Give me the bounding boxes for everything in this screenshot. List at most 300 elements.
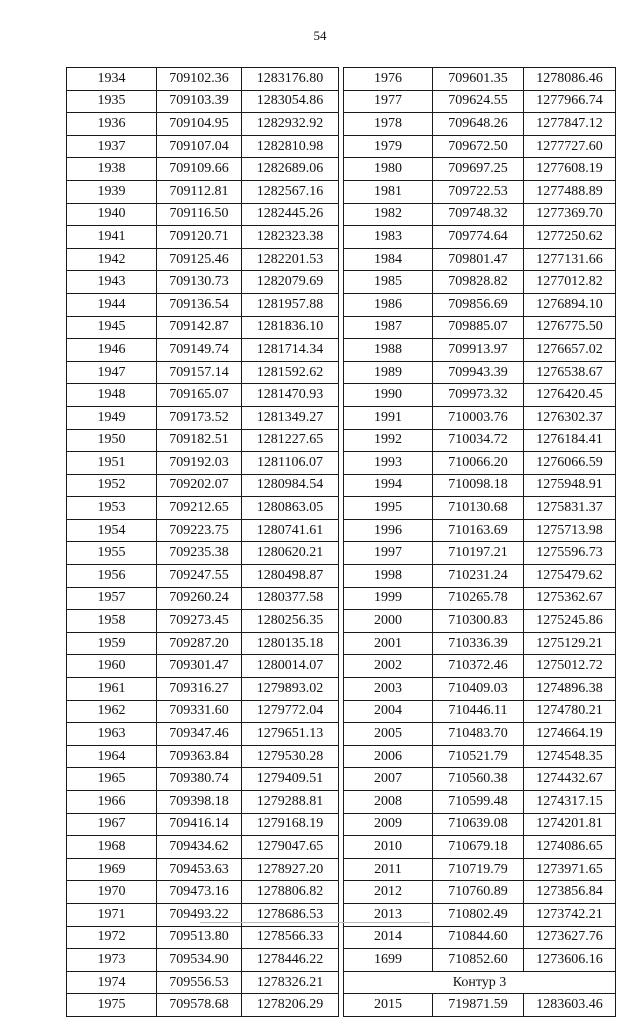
point-number-cell: 1991 bbox=[344, 406, 433, 429]
x-coordinate-cell: 709107.04 bbox=[157, 135, 242, 158]
table-row bbox=[67, 610, 339, 633]
table-row bbox=[67, 745, 339, 768]
point-number-cell: 2014 bbox=[344, 926, 433, 949]
x-coordinate-cell: 709913.97 bbox=[433, 339, 524, 362]
x-coordinate-cell: 709173.52 bbox=[157, 406, 242, 429]
x-coordinate-cell: 710066.20 bbox=[433, 452, 524, 475]
table-row bbox=[344, 497, 616, 520]
table-row bbox=[344, 745, 616, 768]
x-coordinate-cell: 719871.59 bbox=[433, 994, 524, 1017]
x-coordinate-cell: 709493.22 bbox=[157, 903, 242, 926]
y-coordinate-cell: 1277727.60 bbox=[524, 135, 616, 158]
table-row bbox=[344, 226, 616, 249]
x-coordinate-cell: 709287.20 bbox=[157, 632, 242, 655]
table-row bbox=[67, 881, 339, 904]
point-number-cell: 1978 bbox=[344, 113, 433, 136]
x-coordinate-cell: 710760.89 bbox=[433, 881, 524, 904]
x-coordinate-cell: 710446.11 bbox=[433, 700, 524, 723]
table-row bbox=[67, 384, 339, 407]
table-row bbox=[67, 497, 339, 520]
table-row bbox=[344, 678, 616, 701]
x-coordinate-cell: 709130.73 bbox=[157, 271, 242, 294]
y-coordinate-cell: 1278206.29 bbox=[242, 994, 339, 1017]
y-coordinate-cell: 1274086.65 bbox=[524, 836, 616, 859]
x-coordinate-cell: 710852.60 bbox=[433, 949, 524, 972]
point-number-cell: 1946 bbox=[67, 339, 157, 362]
point-number-cell: 1934 bbox=[67, 68, 157, 91]
y-coordinate-cell: 1274664.19 bbox=[524, 723, 616, 746]
y-coordinate-cell: 1273627.76 bbox=[524, 926, 616, 949]
y-coordinate-cell: 1276420.45 bbox=[524, 384, 616, 407]
y-coordinate-cell: 1278566.33 bbox=[242, 926, 339, 949]
x-coordinate-cell: 709697.25 bbox=[433, 158, 524, 181]
y-coordinate-cell: 1274780.21 bbox=[524, 700, 616, 723]
x-coordinate-cell: 709125.46 bbox=[157, 248, 242, 271]
x-coordinate-cell: 710599.48 bbox=[433, 791, 524, 814]
table-row bbox=[67, 723, 339, 746]
y-coordinate-cell: 1276538.67 bbox=[524, 361, 616, 384]
x-coordinate-cell: 709212.65 bbox=[157, 497, 242, 520]
x-coordinate-cell: 709109.66 bbox=[157, 158, 242, 181]
point-number-cell: 2011 bbox=[344, 858, 433, 881]
table-row bbox=[344, 248, 616, 271]
y-coordinate-cell: 1275245.86 bbox=[524, 610, 616, 633]
point-number-cell: 1984 bbox=[344, 248, 433, 271]
x-coordinate-cell: 710409.03 bbox=[433, 678, 524, 701]
table-row bbox=[67, 113, 339, 136]
point-number-cell: 2010 bbox=[344, 836, 433, 859]
point-number-cell: 2004 bbox=[344, 700, 433, 723]
point-number-cell: 1963 bbox=[67, 723, 157, 746]
table-row bbox=[67, 452, 339, 475]
x-coordinate-cell: 709398.18 bbox=[157, 791, 242, 814]
table-row bbox=[344, 723, 616, 746]
y-coordinate-cell: 1277847.12 bbox=[524, 113, 616, 136]
point-number-cell: 1985 bbox=[344, 271, 433, 294]
point-number-cell: 2001 bbox=[344, 632, 433, 655]
point-number-cell: 1947 bbox=[67, 361, 157, 384]
point-number-cell: 1941 bbox=[67, 226, 157, 249]
y-coordinate-cell: 1278446.22 bbox=[242, 949, 339, 972]
table-row bbox=[344, 881, 616, 904]
x-coordinate-cell: 710003.76 bbox=[433, 406, 524, 429]
table-row bbox=[67, 180, 339, 203]
table-row bbox=[344, 632, 616, 655]
point-number-cell: 1996 bbox=[344, 519, 433, 542]
x-coordinate-cell: 710372.46 bbox=[433, 655, 524, 678]
point-number-cell: 1954 bbox=[67, 519, 157, 542]
x-coordinate-cell: 710034.72 bbox=[433, 429, 524, 452]
y-coordinate-cell: 1280135.18 bbox=[242, 632, 339, 655]
table-row bbox=[344, 361, 616, 384]
y-coordinate-cell: 1279651.13 bbox=[242, 723, 339, 746]
x-coordinate-cell: 709120.71 bbox=[157, 226, 242, 249]
table-row bbox=[67, 994, 339, 1017]
x-coordinate-cell: 709103.39 bbox=[157, 90, 242, 113]
y-coordinate-cell: 1274317.15 bbox=[524, 791, 616, 814]
x-coordinate-cell: 709828.82 bbox=[433, 271, 524, 294]
y-coordinate-cell: 1282810.98 bbox=[242, 135, 339, 158]
y-coordinate-cell: 1275948.91 bbox=[524, 474, 616, 497]
x-coordinate-cell: 709112.81 bbox=[157, 180, 242, 203]
y-coordinate-cell: 1279893.02 bbox=[242, 678, 339, 701]
y-coordinate-cell: 1279288.81 bbox=[242, 791, 339, 814]
x-coordinate-cell: 710197.21 bbox=[433, 542, 524, 565]
x-coordinate-cell: 710802.49 bbox=[433, 903, 524, 926]
point-number-cell: 1972 bbox=[67, 926, 157, 949]
table-row bbox=[67, 361, 339, 384]
y-coordinate-cell: 1277608.19 bbox=[524, 158, 616, 181]
x-coordinate-cell: 709856.69 bbox=[433, 293, 524, 316]
y-coordinate-cell: 1280984.54 bbox=[242, 474, 339, 497]
point-number-cell: 1959 bbox=[67, 632, 157, 655]
table-row bbox=[344, 791, 616, 814]
table-row bbox=[344, 113, 616, 136]
point-number-cell: 1936 bbox=[67, 113, 157, 136]
x-coordinate-cell: 709473.16 bbox=[157, 881, 242, 904]
point-number-cell: 1968 bbox=[67, 836, 157, 859]
x-coordinate-cell: 709102.36 bbox=[157, 68, 242, 91]
point-number-cell: 2009 bbox=[344, 813, 433, 836]
x-coordinate-cell: 709624.55 bbox=[433, 90, 524, 113]
point-number-cell: 1981 bbox=[344, 180, 433, 203]
x-coordinate-cell: 709273.45 bbox=[157, 610, 242, 633]
x-coordinate-cell: 709578.68 bbox=[157, 994, 242, 1017]
y-coordinate-cell: 1282323.38 bbox=[242, 226, 339, 249]
point-number-cell: 1956 bbox=[67, 565, 157, 588]
table-row bbox=[67, 791, 339, 814]
y-coordinate-cell: 1281592.62 bbox=[242, 361, 339, 384]
x-coordinate-cell: 709648.26 bbox=[433, 113, 524, 136]
x-coordinate-cell: 709331.60 bbox=[157, 700, 242, 723]
table-row bbox=[67, 858, 339, 881]
x-coordinate-cell: 710521.79 bbox=[433, 745, 524, 768]
table-row bbox=[344, 610, 616, 633]
y-coordinate-cell: 1277488.89 bbox=[524, 180, 616, 203]
table-row bbox=[67, 339, 339, 362]
point-number-cell: 1958 bbox=[67, 610, 157, 633]
y-coordinate-cell: 1279530.28 bbox=[242, 745, 339, 768]
point-number-cell: 1955 bbox=[67, 542, 157, 565]
y-coordinate-cell: 1275713.98 bbox=[524, 519, 616, 542]
x-coordinate-cell: 710163.69 bbox=[433, 519, 524, 542]
x-coordinate-cell: 709260.24 bbox=[157, 587, 242, 610]
table-row bbox=[344, 180, 616, 203]
table-row bbox=[67, 90, 339, 113]
table-row bbox=[67, 949, 339, 972]
x-coordinate-cell: 710560.38 bbox=[433, 768, 524, 791]
x-coordinate-cell: 709116.50 bbox=[157, 203, 242, 226]
y-coordinate-cell: 1280377.58 bbox=[242, 587, 339, 610]
x-coordinate-cell: 709363.84 bbox=[157, 745, 242, 768]
x-coordinate-cell: 709774.64 bbox=[433, 226, 524, 249]
table-row bbox=[67, 68, 339, 91]
y-coordinate-cell: 1281714.34 bbox=[242, 339, 339, 362]
footer-divider bbox=[200, 922, 430, 923]
point-number-cell: 1975 bbox=[67, 994, 157, 1017]
table-row bbox=[67, 271, 339, 294]
y-coordinate-cell: 1277250.62 bbox=[524, 226, 616, 249]
y-coordinate-cell: 1276066.59 bbox=[524, 452, 616, 475]
y-coordinate-cell: 1276302.37 bbox=[524, 406, 616, 429]
y-coordinate-cell: 1280620.21 bbox=[242, 542, 339, 565]
y-coordinate-cell: 1280256.35 bbox=[242, 610, 339, 633]
table-row bbox=[344, 429, 616, 452]
y-coordinate-cell: 1280498.87 bbox=[242, 565, 339, 588]
table-row bbox=[344, 406, 616, 429]
y-coordinate-cell: 1277966.74 bbox=[524, 90, 616, 113]
point-number-cell: 1940 bbox=[67, 203, 157, 226]
x-coordinate-cell: 709347.46 bbox=[157, 723, 242, 746]
y-coordinate-cell: 1281106.07 bbox=[242, 452, 339, 475]
table-row bbox=[344, 768, 616, 791]
y-coordinate-cell: 1273606.16 bbox=[524, 949, 616, 972]
point-number-cell: 2013 bbox=[344, 903, 433, 926]
y-coordinate-cell: 1277012.82 bbox=[524, 271, 616, 294]
point-number-cell: 2008 bbox=[344, 791, 433, 814]
x-coordinate-cell: 709192.03 bbox=[157, 452, 242, 475]
y-coordinate-cell: 1280741.61 bbox=[242, 519, 339, 542]
table-row bbox=[344, 949, 616, 972]
table-row bbox=[344, 700, 616, 723]
point-number-cell: 1983 bbox=[344, 226, 433, 249]
y-coordinate-cell: 1280014.07 bbox=[242, 655, 339, 678]
table-row bbox=[67, 700, 339, 723]
table-row bbox=[344, 542, 616, 565]
point-number-cell: 1971 bbox=[67, 903, 157, 926]
x-coordinate-cell: 709672.50 bbox=[433, 135, 524, 158]
table-row bbox=[344, 836, 616, 859]
x-coordinate-cell: 709235.38 bbox=[157, 542, 242, 565]
point-number-cell: 2012 bbox=[344, 881, 433, 904]
point-number-cell: 2006 bbox=[344, 745, 433, 768]
y-coordinate-cell: 1275362.67 bbox=[524, 587, 616, 610]
x-coordinate-cell: 709556.53 bbox=[157, 971, 242, 994]
x-coordinate-cell: 709104.95 bbox=[157, 113, 242, 136]
contour-heading: Контур 3 bbox=[344, 971, 616, 994]
y-coordinate-cell: 1279168.19 bbox=[242, 813, 339, 836]
point-number-cell: 1943 bbox=[67, 271, 157, 294]
table-row bbox=[67, 971, 339, 994]
table-row bbox=[344, 587, 616, 610]
point-number-cell: 2015 bbox=[344, 994, 433, 1017]
table-row bbox=[344, 316, 616, 339]
y-coordinate-cell: 1275831.37 bbox=[524, 497, 616, 520]
x-coordinate-cell: 710130.68 bbox=[433, 497, 524, 520]
point-number-cell: 1973 bbox=[67, 949, 157, 972]
x-coordinate-cell: 710231.24 bbox=[433, 565, 524, 588]
point-number-cell: 2000 bbox=[344, 610, 433, 633]
y-coordinate-cell: 1282079.69 bbox=[242, 271, 339, 294]
point-number-cell: 1942 bbox=[67, 248, 157, 271]
table-row bbox=[67, 293, 339, 316]
x-coordinate-cell: 710719.79 bbox=[433, 858, 524, 881]
x-coordinate-cell: 709416.14 bbox=[157, 813, 242, 836]
table-row bbox=[67, 406, 339, 429]
x-coordinate-cell: 709247.55 bbox=[157, 565, 242, 588]
x-coordinate-cell: 709722.53 bbox=[433, 180, 524, 203]
table-row bbox=[67, 474, 339, 497]
y-coordinate-cell: 1278326.21 bbox=[242, 971, 339, 994]
table-row bbox=[67, 158, 339, 181]
y-coordinate-cell: 1282201.53 bbox=[242, 248, 339, 271]
y-coordinate-cell: 1281836.10 bbox=[242, 316, 339, 339]
y-coordinate-cell: 1273742.21 bbox=[524, 903, 616, 926]
y-coordinate-cell: 1273971.65 bbox=[524, 858, 616, 881]
y-coordinate-cell: 1277369.70 bbox=[524, 203, 616, 226]
y-coordinate-cell: 1281349.27 bbox=[242, 406, 339, 429]
table-row bbox=[344, 452, 616, 475]
point-number-cell: 1948 bbox=[67, 384, 157, 407]
table-row bbox=[67, 203, 339, 226]
table-row bbox=[67, 678, 339, 701]
x-coordinate-cell: 709973.32 bbox=[433, 384, 524, 407]
y-coordinate-cell: 1283176.80 bbox=[242, 68, 339, 91]
table-row bbox=[67, 248, 339, 271]
x-coordinate-cell: 709534.90 bbox=[157, 949, 242, 972]
x-coordinate-cell: 710098.18 bbox=[433, 474, 524, 497]
y-coordinate-cell: 1276894.10 bbox=[524, 293, 616, 316]
y-coordinate-cell: 1274896.38 bbox=[524, 678, 616, 701]
point-number-cell: 1699 bbox=[344, 949, 433, 972]
x-coordinate-cell: 710336.39 bbox=[433, 632, 524, 655]
x-coordinate-cell: 709149.74 bbox=[157, 339, 242, 362]
table-row bbox=[344, 203, 616, 226]
table-row bbox=[344, 519, 616, 542]
table-row bbox=[344, 271, 616, 294]
table-row bbox=[67, 429, 339, 452]
table-row bbox=[67, 226, 339, 249]
point-number-cell: 1986 bbox=[344, 293, 433, 316]
table-row bbox=[344, 293, 616, 316]
point-number-cell: 1966 bbox=[67, 791, 157, 814]
x-coordinate-cell: 709453.63 bbox=[157, 858, 242, 881]
y-coordinate-cell: 1276657.02 bbox=[524, 339, 616, 362]
point-number-cell: 1998 bbox=[344, 565, 433, 588]
x-coordinate-cell: 710300.83 bbox=[433, 610, 524, 633]
point-number-cell: 2005 bbox=[344, 723, 433, 746]
point-number-cell: 1979 bbox=[344, 135, 433, 158]
y-coordinate-cell: 1274432.67 bbox=[524, 768, 616, 791]
y-coordinate-cell: 1281957.88 bbox=[242, 293, 339, 316]
point-number-cell: 2007 bbox=[344, 768, 433, 791]
x-coordinate-cell: 709748.32 bbox=[433, 203, 524, 226]
point-number-cell: 1950 bbox=[67, 429, 157, 452]
y-coordinate-cell: 1274548.35 bbox=[524, 745, 616, 768]
point-number-cell: 1949 bbox=[67, 406, 157, 429]
point-number-cell: 1960 bbox=[67, 655, 157, 678]
y-coordinate-cell: 1278806.82 bbox=[242, 881, 339, 904]
point-number-cell: 1961 bbox=[67, 678, 157, 701]
table-row bbox=[344, 384, 616, 407]
x-coordinate-cell: 709601.35 bbox=[433, 68, 524, 91]
table-row bbox=[67, 565, 339, 588]
x-coordinate-cell: 710639.08 bbox=[433, 813, 524, 836]
x-coordinate-cell: 710844.60 bbox=[433, 926, 524, 949]
y-coordinate-cell: 1280863.05 bbox=[242, 497, 339, 520]
y-coordinate-cell: 1278927.20 bbox=[242, 858, 339, 881]
x-coordinate-cell: 709943.39 bbox=[433, 361, 524, 384]
point-number-cell: 1974 bbox=[67, 971, 157, 994]
table-row bbox=[344, 339, 616, 362]
point-number-cell: 1993 bbox=[344, 452, 433, 475]
point-number-cell: 1969 bbox=[67, 858, 157, 881]
point-number-cell: 1953 bbox=[67, 497, 157, 520]
point-number-cell: 1977 bbox=[344, 90, 433, 113]
x-coordinate-cell: 709223.75 bbox=[157, 519, 242, 542]
point-number-cell: 2002 bbox=[344, 655, 433, 678]
y-coordinate-cell: 1279409.51 bbox=[242, 768, 339, 791]
x-coordinate-cell: 710483.70 bbox=[433, 723, 524, 746]
point-number-cell: 1957 bbox=[67, 587, 157, 610]
y-coordinate-cell: 1281227.65 bbox=[242, 429, 339, 452]
x-coordinate-cell: 710265.78 bbox=[433, 587, 524, 610]
point-number-cell: 1980 bbox=[344, 158, 433, 181]
table-row bbox=[67, 813, 339, 836]
y-coordinate-cell: 1283054.86 bbox=[242, 90, 339, 113]
x-coordinate-cell: 709165.07 bbox=[157, 384, 242, 407]
y-coordinate-cell: 1279772.04 bbox=[242, 700, 339, 723]
y-coordinate-cell: 1282932.92 bbox=[242, 113, 339, 136]
point-number-cell: 1990 bbox=[344, 384, 433, 407]
x-coordinate-cell: 709157.14 bbox=[157, 361, 242, 384]
point-number-cell: 1938 bbox=[67, 158, 157, 181]
point-number-cell: 1965 bbox=[67, 768, 157, 791]
point-number-cell: 2003 bbox=[344, 678, 433, 701]
table-row bbox=[344, 994, 616, 1017]
y-coordinate-cell: 1273856.84 bbox=[524, 881, 616, 904]
y-coordinate-cell: 1282689.06 bbox=[242, 158, 339, 181]
point-number-cell: 1999 bbox=[344, 587, 433, 610]
point-number-cell: 1976 bbox=[344, 68, 433, 91]
x-coordinate-cell: 709380.74 bbox=[157, 768, 242, 791]
page-number: 54 bbox=[313, 28, 327, 43]
point-number-cell: 1952 bbox=[67, 474, 157, 497]
x-coordinate-cell: 709434.62 bbox=[157, 836, 242, 859]
table-row bbox=[344, 474, 616, 497]
table-row bbox=[67, 926, 339, 949]
y-coordinate-cell: 1276775.50 bbox=[524, 316, 616, 339]
y-coordinate-cell: 1277131.66 bbox=[524, 248, 616, 271]
y-coordinate-cell: 1282445.26 bbox=[242, 203, 339, 226]
point-number-cell: 1964 bbox=[67, 745, 157, 768]
table-row bbox=[67, 768, 339, 791]
point-number-cell: 1937 bbox=[67, 135, 157, 158]
point-number-cell: 1988 bbox=[344, 339, 433, 362]
point-number-cell: 1945 bbox=[67, 316, 157, 339]
point-number-cell: 1982 bbox=[344, 203, 433, 226]
contour-heading-row bbox=[344, 971, 616, 994]
y-coordinate-cell: 1281470.93 bbox=[242, 384, 339, 407]
y-coordinate-cell: 1275129.21 bbox=[524, 632, 616, 655]
y-coordinate-cell: 1275596.73 bbox=[524, 542, 616, 565]
point-number-cell: 1967 bbox=[67, 813, 157, 836]
point-number-cell: 1951 bbox=[67, 452, 157, 475]
table-row bbox=[67, 587, 339, 610]
x-coordinate-cell: 709885.07 bbox=[433, 316, 524, 339]
y-coordinate-cell: 1274201.81 bbox=[524, 813, 616, 836]
coordinates-table-right bbox=[343, 67, 616, 1017]
point-number-cell: 1994 bbox=[344, 474, 433, 497]
table-row bbox=[344, 90, 616, 113]
table-row bbox=[67, 135, 339, 158]
point-number-cell: 1997 bbox=[344, 542, 433, 565]
x-coordinate-cell: 709142.87 bbox=[157, 316, 242, 339]
y-coordinate-cell: 1279047.65 bbox=[242, 836, 339, 859]
point-number-cell: 1995 bbox=[344, 497, 433, 520]
x-coordinate-cell: 709202.07 bbox=[157, 474, 242, 497]
y-coordinate-cell: 1276184.41 bbox=[524, 429, 616, 452]
